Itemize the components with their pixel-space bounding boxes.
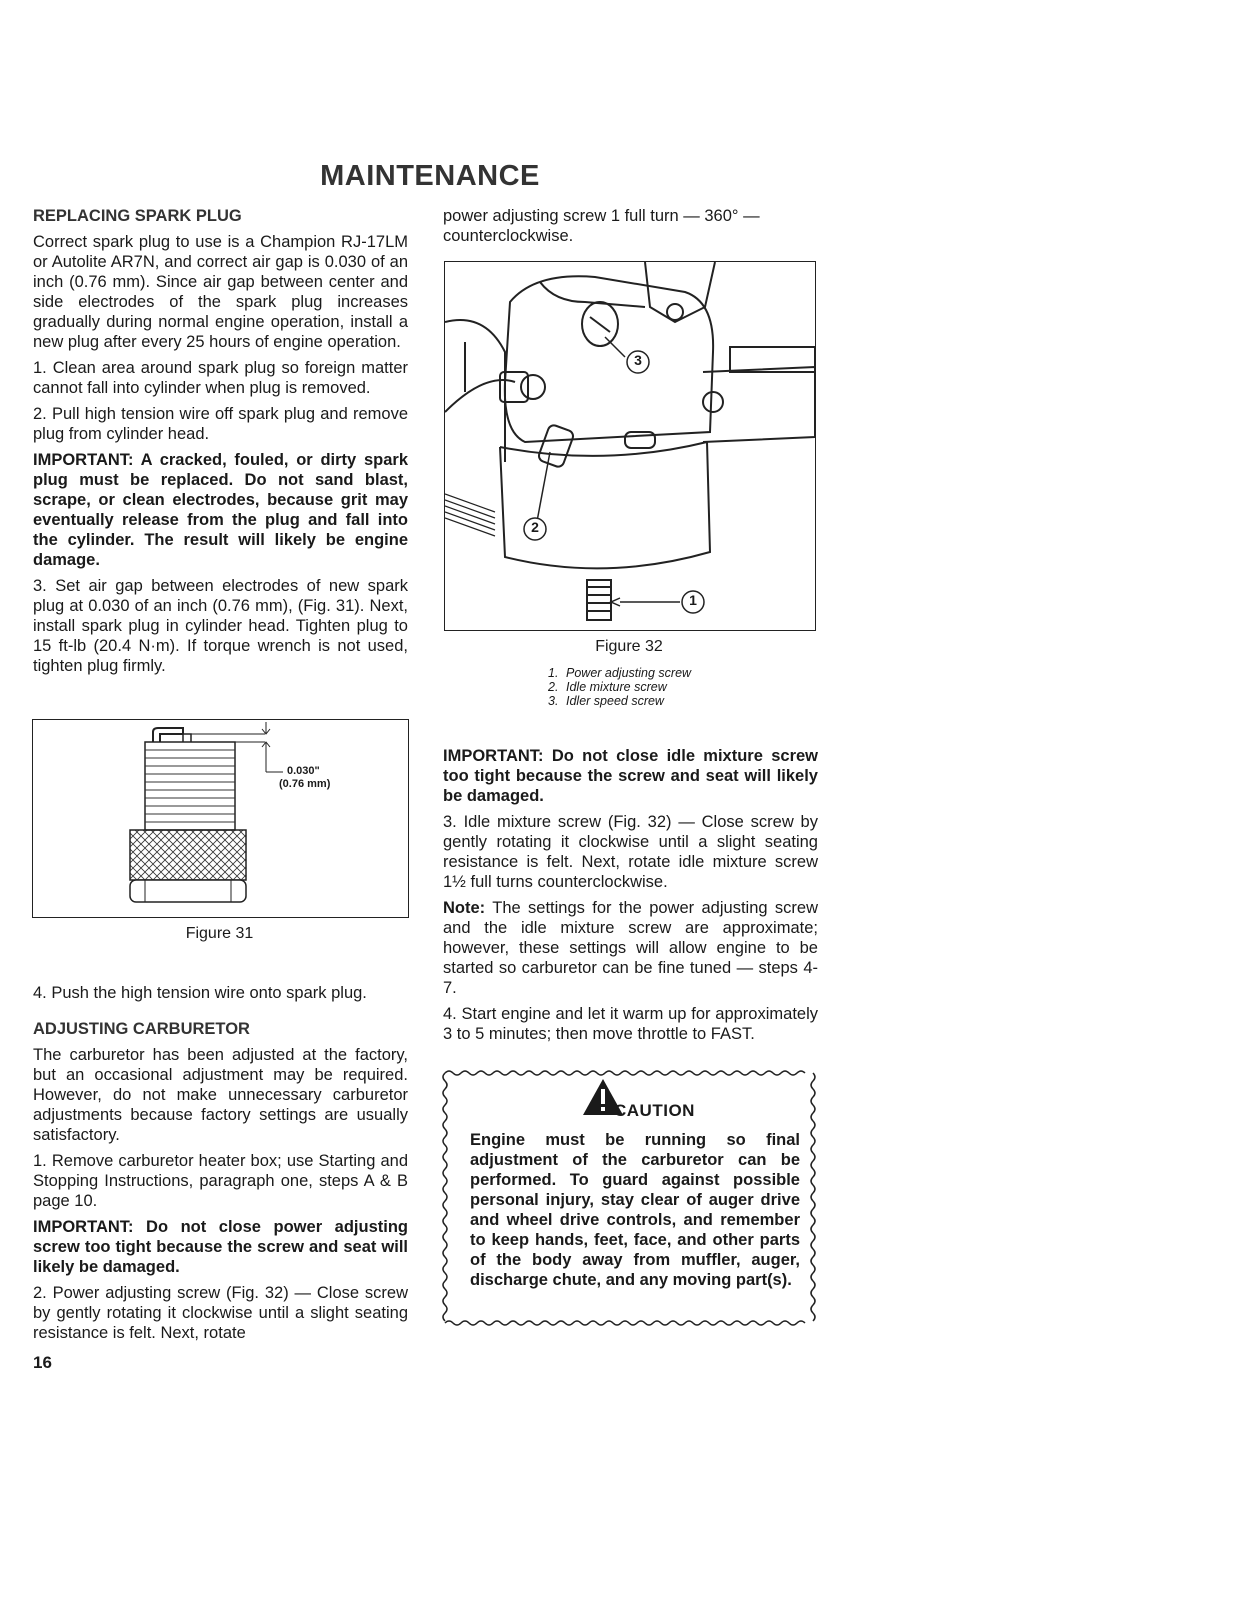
important-idle-screw: IMPORTANT: Do not close idle mixture screw too tight because the screw and seat will likely be damaged. [443,747,818,805]
caution-text: Engine must be running so final adjustment of the carburetor can be performed. To guard against possible personal injury, stay clear of auger drive and wheel drive controls, and remember to keep hands, feet, face, and other parts of the body away from muffler, auger, discharge chute, and any moving part(s). [470,1131,800,1289]
carburetor-illustration [445,262,815,630]
carb-step-4: 4. Start engine and let it warm up for approximately 3 to 5 minutes; then move throttle to FAST. [443,1005,818,1043]
note-text: The settings for the power adjusting screw and the idle mixture screw are approximate; however, these settings will allow engine to be started so carburetor can be fine tuned — steps 4-7. [443,899,818,997]
important-power-screw: IMPORTANT: Do not close power adjusting screw too tight because the screw and seat will likely be damaged. [33,1218,408,1276]
legend-item: 1. Power adjusting screw [548,666,692,680]
figure-31-frame [32,719,409,918]
note [443,898,818,998]
figure-31-caption: Figure 31 [185,925,254,942]
legend-item: 3. Idler speed screw [548,694,664,708]
figure-32-legend [548,666,691,708]
right-column-top [443,206,818,252]
important-spark-plug: IMPORTANT: A cracked, fouled, or dirty spark plug must be replaced. Do not sand blast, scrape, or clean electrodes, because grit may eventually release from the plug and fall into the cylinder. The result will likely be engine damage. [33,451,408,569]
carb-step-2: 2. Power adjusting screw (Fig. 32) — Close screw by gently rotating it clockwise until a slight seating resistance is felt. Next, rotate [33,1284,408,1342]
heading-replacing-spark-plug: REPLACING SPARK PLUG [33,207,242,225]
gap-inches-label: 0.030" [287,765,320,777]
left-column-top [33,206,408,682]
page-title: MAINTENANCE [320,160,540,192]
right-column-bottom [443,746,818,1050]
spark-step-1: 1. Clean area around spark plug so foreign matter cannot fall into cylinder when plug is removed. [33,359,408,397]
spark-plug-illustration [33,720,408,917]
callout-3: 3 [634,352,642,368]
callout-2: 2 [531,519,539,535]
figure-32-caption: Figure 32 [595,638,663,655]
page-number: 16 [33,1353,52,1372]
carb-step-2-continued: power adjusting screw 1 full turn — 360° — counterclockwise. [443,207,760,245]
figure-32-frame [444,261,816,631]
spark-step-2: 2. Pull high tension wire off spark plug and remove plug from cylinder head. [33,405,408,443]
spark-plug-intro: Correct spark plug to use is a Champion RJ-17LM or Autolite AR7N, and correct air gap is 0.030 of an inch (0.76 mm). Since air gap between center and side electrodes of the spark plug increases gradually during normal engine operation, install a new plug after every 25 hours of engine operation. [33,233,408,351]
left-column-bottom [33,983,408,1349]
spark-step-4: 4. Push the high tension wire onto spark plug. [33,984,367,1002]
note-label: Note: [443,899,486,917]
carb-step-3: 3. Idle mixture screw (Fig. 32) — Close screw by gently rotating it clockwise until a slight seating resistance is felt. Next, rotate idle mixture screw 1½ full turns counterclockwise. [443,813,818,891]
carb-step-1: 1. Remove carburetor heater box; use Starting and Stopping Instructions, paragraph one, steps A & B page 10. [33,1152,408,1210]
caution-heading: CAUTION [614,1101,695,1120]
legend-item: 2. Idle mixture screw [548,680,667,694]
gap-mm-label: (0.76 mm) [279,778,331,790]
spark-step-3: 3. Set air gap between electrodes of new spark plug at 0.030 of an inch (0.76 mm), (Fig. 31). Next, install spark plug in cylinder head. Tighten plug to 15 ft-lb (20.4 N·m). If torque wrench is not used, tighten plug firmly. [33,577,408,675]
heading-adjusting-carburetor: ADJUSTING CARBURETOR [33,1020,250,1038]
carburetor-intro: The carburetor has been adjusted at the factory, but an occasional adjustment may be required. However, do not make unnecessary carburetor adjustments because factory settings are usually satisfactory. [33,1046,408,1144]
callout-1: 1 [689,592,697,608]
